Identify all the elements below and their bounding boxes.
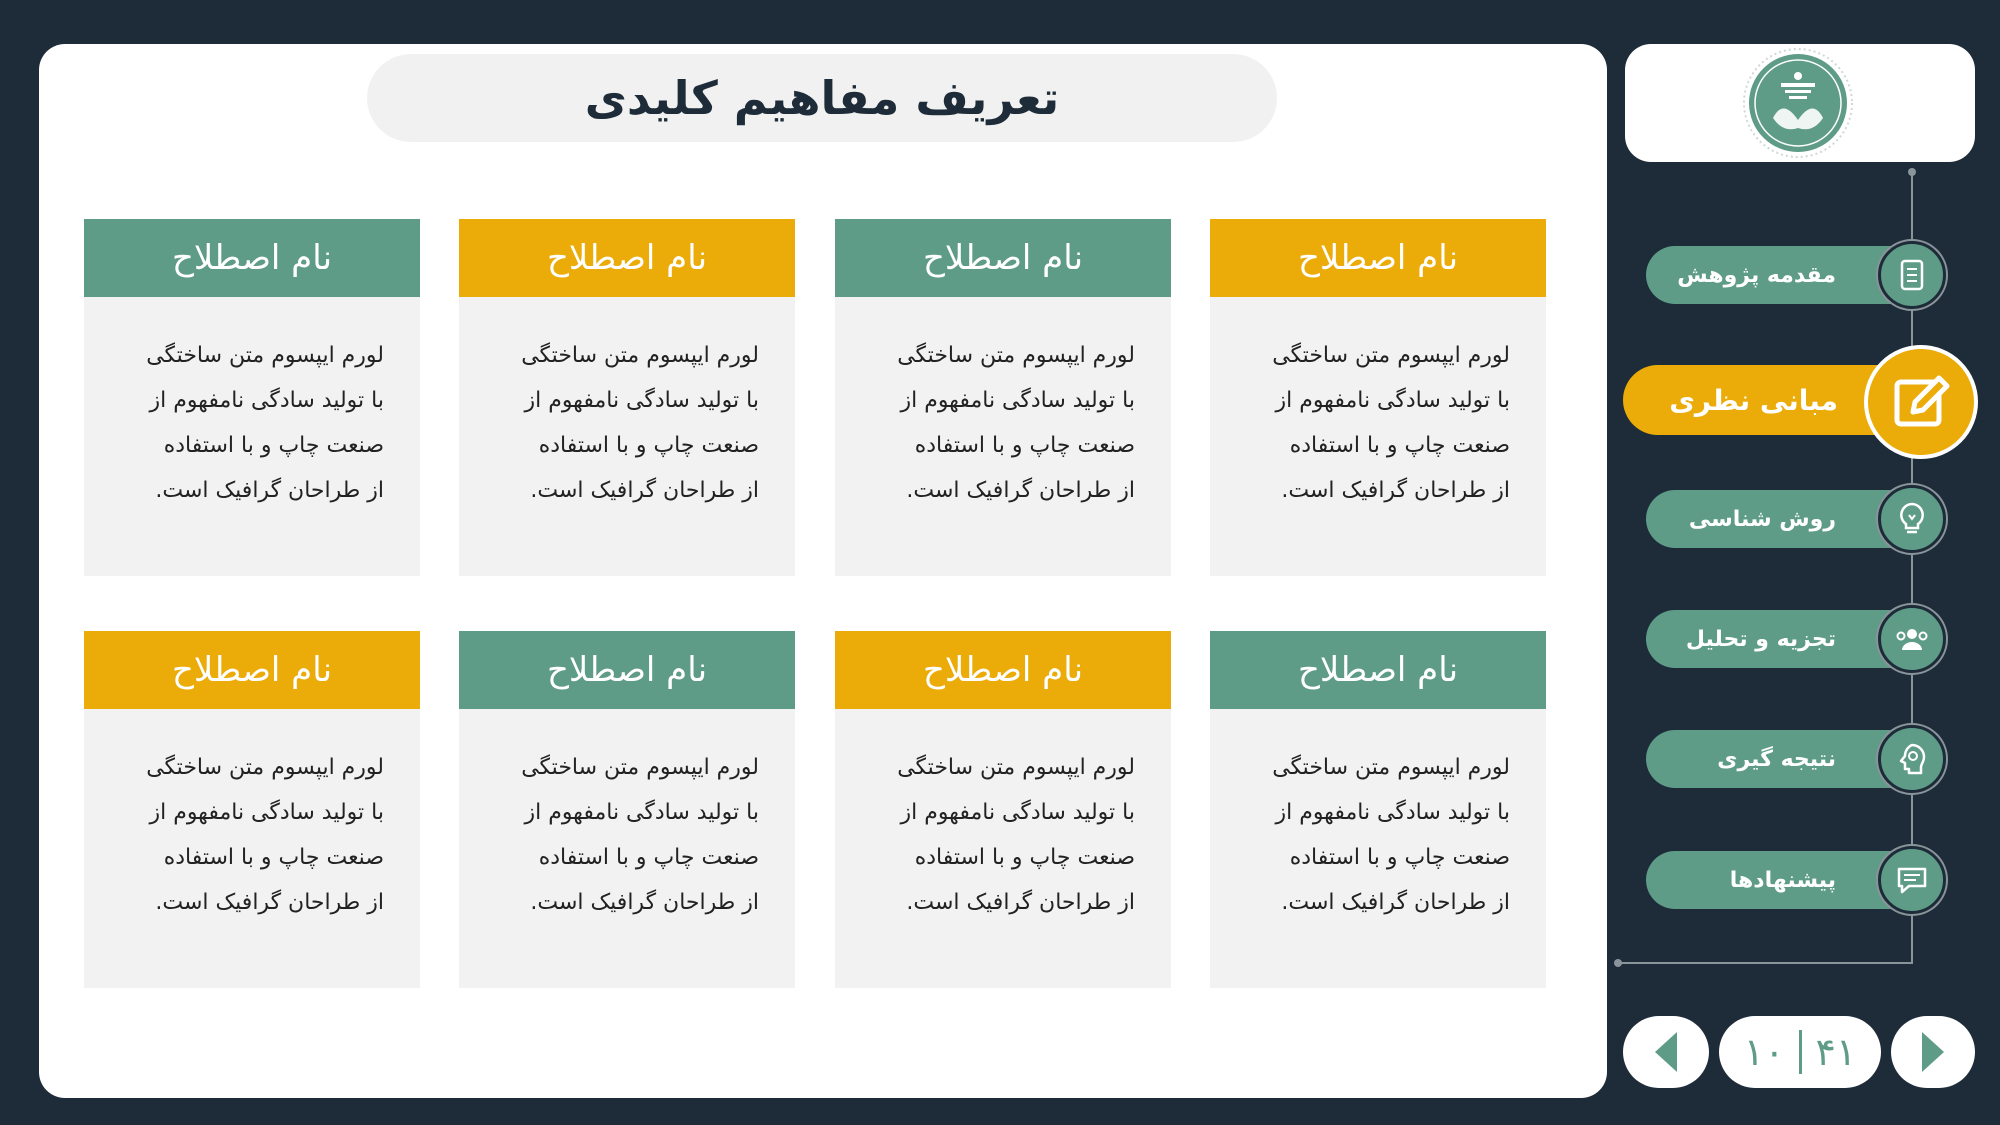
term-card-title: نام اصطلاح	[1210, 631, 1546, 709]
page-separator	[1799, 1030, 1802, 1074]
page-indicator	[1719, 1016, 1881, 1088]
term-card	[835, 219, 1171, 576]
card-text-line: لورم ایپسوم متن ساختگی	[1272, 755, 1510, 780]
term-card-body	[1210, 297, 1546, 513]
term-card-title: نام اصطلاح	[835, 219, 1171, 297]
nav-connector-dot	[1908, 168, 1916, 176]
term-card-title: نام اصطلاح	[84, 219, 420, 297]
card-text-line: صنعت چاپ و با استفاده	[914, 845, 1135, 870]
card-text-line: از طراحان گرافیک است.	[1281, 478, 1510, 503]
triangle-left-icon	[1651, 1030, 1681, 1074]
logo-box	[1625, 44, 1975, 162]
card-text-line: صنعت چاپ و با استفاده	[163, 845, 384, 870]
card-text-line: صنعت چاپ و با استفاده	[1289, 845, 1510, 870]
term-card	[84, 219, 420, 576]
card-text-line: لورم ایپسوم متن ساختگی	[1272, 343, 1510, 368]
nav-connector-line	[1618, 962, 1913, 964]
card-text-line: صنعت چاپ و با استفاده	[163, 433, 384, 458]
prev-slide-button[interactable]	[1623, 1016, 1709, 1088]
card-text-line: با تولید سادگی نامفهوم از	[149, 800, 384, 825]
card-text-line: از طراحان گرافیک است.	[155, 478, 384, 503]
sidebar-item-analysis[interactable]	[1646, 610, 1936, 668]
term-card	[459, 219, 795, 576]
card-text-line: با تولید سادگی نامفهوم از	[1275, 388, 1510, 413]
chat-icon	[1878, 846, 1946, 914]
term-card-title: نام اصطلاح	[835, 631, 1171, 709]
card-text-line: لورم ایپسوم متن ساختگی	[146, 343, 384, 368]
term-card	[835, 631, 1171, 988]
sidebar-item-label: مبانی نظری	[1669, 383, 1838, 417]
title-pill	[367, 54, 1277, 142]
term-card-title: نام اصطلاح	[459, 631, 795, 709]
term-card-body	[835, 297, 1171, 513]
card-text-line: با تولید سادگی نامفهوم از	[1275, 800, 1510, 825]
lightbulb-icon	[1878, 485, 1946, 553]
card-text-line: از طراحان گرافیک است.	[530, 890, 759, 915]
card-text-line: با تولید سادگی نامفهوم از	[900, 388, 1135, 413]
card-text-line: با تولید سادگی نامفهوم از	[149, 388, 384, 413]
term-card-title: نام اصطلاح	[459, 219, 795, 297]
term-card-title: نام اصطلاح	[84, 631, 420, 709]
term-card	[1210, 219, 1546, 576]
sidebar-item-introduction[interactable]	[1646, 246, 1936, 304]
term-card	[459, 631, 795, 988]
head-idea-icon	[1878, 725, 1946, 793]
page-current: ۱۰	[1743, 1030, 1785, 1074]
term-card-body	[1210, 709, 1546, 925]
triangle-right-icon	[1918, 1030, 1948, 1074]
sidebar-item-conclusion[interactable]	[1646, 730, 1936, 788]
term-card-body	[459, 709, 795, 925]
term-card-body	[84, 297, 420, 513]
card-text-line: با تولید سادگی نامفهوم از	[524, 388, 759, 413]
card-text-line: از طراحان گرافیک است.	[906, 478, 1135, 503]
sidebar-item-theory[interactable]	[1623, 365, 1968, 435]
sidebar-item-label: نتیجه گیری	[1717, 746, 1836, 772]
card-text-line: لورم ایپسوم متن ساختگی	[521, 343, 759, 368]
card-text-line: با تولید سادگی نامفهوم از	[900, 800, 1135, 825]
card-text-line: لورم ایپسوم متن ساختگی	[897, 343, 1135, 368]
sidebar-item-suggestions[interactable]	[1646, 851, 1936, 909]
card-text-line: از طراحان گرافیک است.	[1281, 890, 1510, 915]
card-text-line: صنعت چاپ و با استفاده	[1289, 433, 1510, 458]
card-text-line: از طراحان گرافیک است.	[906, 890, 1135, 915]
card-text-line: لورم ایپسوم متن ساختگی	[897, 755, 1135, 780]
page-total: ۴۱	[1815, 1030, 1857, 1074]
card-text-line: صنعت چاپ و با استفاده	[538, 433, 759, 458]
term-card-body	[84, 709, 420, 925]
sidebar-item-label: مقدمه پژوهش	[1677, 262, 1836, 288]
university-seal-icon	[1743, 48, 1853, 158]
card-text-line: صنعت چاپ و با استفاده	[538, 845, 759, 870]
card-text-line: از طراحان گرافیک است.	[155, 890, 384, 915]
sidebar-item-label: پیشنهادها	[1729, 867, 1836, 893]
card-text-line: لورم ایپسوم متن ساختگی	[521, 755, 759, 780]
edit-icon	[1864, 345, 1978, 459]
card-text-line: صنعت چاپ و با استفاده	[914, 433, 1135, 458]
card-text-line: با تولید سادگی نامفهوم از	[524, 800, 759, 825]
sidebar-item-methodology[interactable]	[1646, 490, 1936, 548]
sidebar-item-label: تجزیه و تحلیل	[1685, 626, 1836, 652]
slide-panel	[39, 44, 1607, 1098]
term-card	[84, 631, 420, 988]
term-card-title: نام اصطلاح	[1210, 219, 1546, 297]
slide-title: تعریف مفاهیم کلیدی	[584, 71, 1060, 125]
term-card-body	[459, 297, 795, 513]
nav-connector-dot	[1614, 959, 1622, 967]
card-text-line: لورم ایپسوم متن ساختگی	[146, 755, 384, 780]
document-icon	[1878, 241, 1946, 309]
next-slide-button[interactable]	[1891, 1016, 1975, 1088]
sidebar-item-label: روش شناسی	[1688, 506, 1836, 532]
card-text-line: از طراحان گرافیک است.	[530, 478, 759, 503]
term-card-body	[835, 709, 1171, 925]
term-card	[1210, 631, 1546, 988]
users-icon	[1878, 605, 1946, 673]
